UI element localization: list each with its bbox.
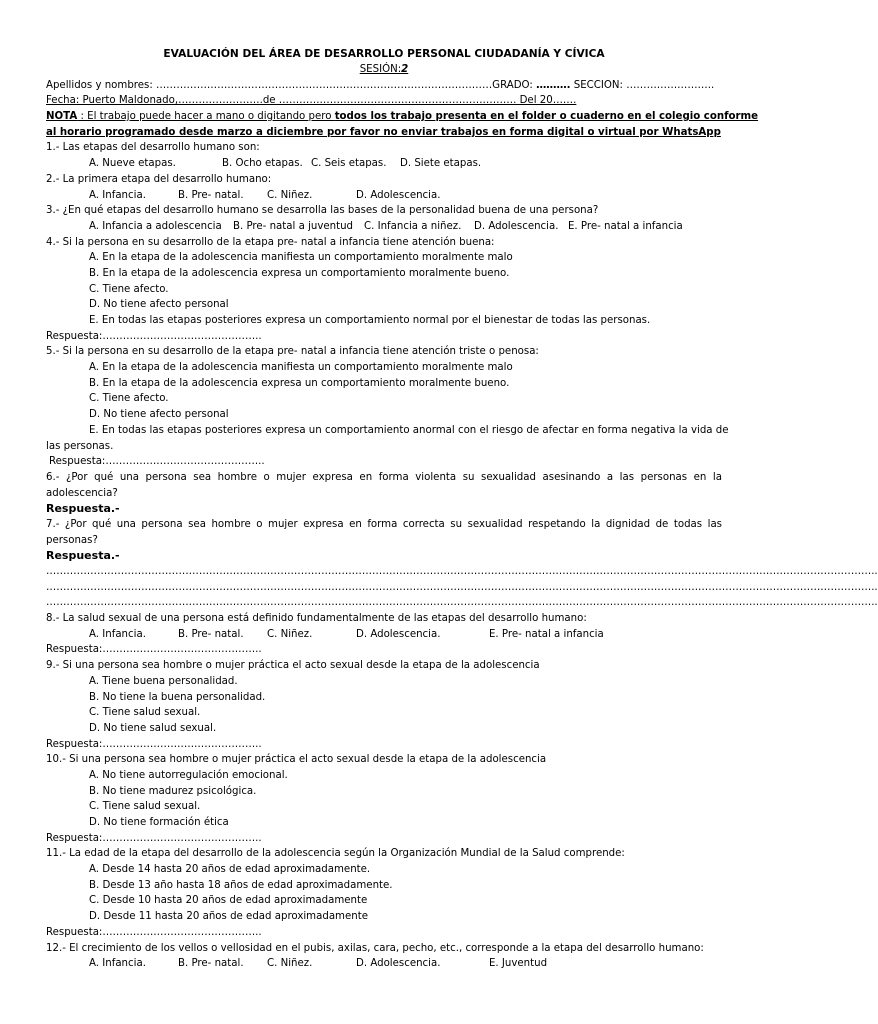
q9-answer-line[interactable]: Respuesta:……………………………………….. bbox=[46, 738, 262, 750]
question-1-options bbox=[46, 156, 722, 172]
question-3: 3.- ¿En qué etapas del desarrollo humano se desarrolla las bases de la personalidad buena de una persona? bbox=[46, 205, 599, 217]
q4-option-c: C. Tiene afecto. bbox=[89, 283, 169, 295]
q4-option-e: E. En todas las etapas posteriores expresa un comportamiento normal por el bienestar de todas las personas. bbox=[89, 315, 651, 326]
q2-option-c: C. Niñez. bbox=[267, 189, 313, 201]
q4-option-b: B. En la etapa de la adolescencia expresa un comportamiento moralmente bueno. bbox=[89, 267, 510, 279]
grado-field: ………. bbox=[536, 79, 571, 91]
q10-option-a: A. No tiene autorregulación emocional. bbox=[89, 769, 288, 781]
q7-answer-dotted-line-3[interactable]: ……………………………………………………………………………………………………………………………………………………………………………………………………………………….. bbox=[46, 597, 878, 609]
session-number: 2 bbox=[401, 64, 409, 75]
q1-option-a: A. Nueve etapas. bbox=[89, 158, 176, 170]
q3-option-a: A. Infancia a adolescencia bbox=[89, 220, 222, 232]
q5-option-a: A. En la etapa de la adolescencia manifiesta un comportamiento moralmente malo bbox=[89, 362, 513, 374]
nota-line-2: al horario programado desde marzo a diciembre por favor no enviar trabajos en forma digital o virtual por WhatsApp bbox=[46, 126, 721, 138]
names-field: Apellidos y nombres: ………………………………………………………………………………………GRADO: bbox=[46, 79, 533, 91]
session-line bbox=[46, 62, 722, 78]
q11-option-b: B. Desde 13 año hasta 18 años de edad aproximadamente. bbox=[89, 879, 393, 891]
q12-option-d: D. Adolescencia. bbox=[356, 958, 441, 970]
q9-option-a: A. Tiene buena personalidad. bbox=[89, 675, 238, 687]
q3-option-b: B. Pre- natal a juventud bbox=[233, 220, 354, 232]
question-7-line-2: personas? bbox=[46, 534, 98, 546]
question-2: 2.- La primera etapa del desarrollo humano: bbox=[46, 173, 272, 185]
question-11: 11.- La edad de la etapa del desarrollo de la adolescencia según la Organización Mundial de la Salud comprende: bbox=[46, 848, 625, 860]
q9-option-b: B. No tiene la buena personalidad. bbox=[89, 691, 266, 703]
question-8: 8.- La salud sexual de una persona está definido fundamentalmente de las etapas del desarrollo humano: bbox=[46, 613, 587, 625]
date-line: Fecha: Puerto Maldonado,…………………….de ……………………………………………………………. Del 20……. bbox=[46, 95, 577, 107]
nota-line-1 bbox=[46, 109, 759, 125]
q9-option-c: C. Tiene salud sexual. bbox=[89, 707, 201, 719]
q5-answer-line[interactable]: Respuesta:……………………………………….. bbox=[49, 456, 265, 468]
q12-option-e: E. Juventud bbox=[489, 958, 548, 970]
session-label: SESIÓN: bbox=[359, 64, 402, 75]
q11-option-c: C. Desde 10 hasta 20 años de edad aproximadamente bbox=[89, 895, 368, 907]
q10-option-b: B. No tiene madurez psicológica. bbox=[89, 785, 257, 797]
nota-bold-text-1: todos los trabajo presenta en el folder o cuaderno en el colegio conforme bbox=[334, 111, 759, 123]
question-6-line-1: 6.- ¿Por qué una persona sea hombre o mujer expresa en forma violenta su sexualidad asesinando a las personas en la bbox=[46, 471, 722, 483]
question-9: 9.- Si una persona sea hombre o mujer práctica el acto sexual desde la etapa de la adolescencia bbox=[46, 660, 540, 672]
q5-option-e-line-1: E. En todas las etapas posteriores expresa un comportamiento anormal con el riesgo de afectar en forma negativa la vida de bbox=[89, 424, 729, 436]
q2-option-d: D. Adolescencia. bbox=[356, 189, 441, 201]
q11-option-d: D. Desde 11 hasta 20 años de edad aproximadamente bbox=[89, 911, 368, 923]
q5-option-c: C. Tiene afecto. bbox=[89, 393, 169, 405]
q2-option-a: A. Infancia. bbox=[89, 189, 146, 201]
q10-option-c: C. Tiene salud sexual. bbox=[89, 801, 201, 813]
q1-option-d: D. Siete etapas. bbox=[400, 158, 482, 170]
nota-label: NOTA bbox=[46, 111, 78, 123]
question-7-line-1: 7.- ¿Por qué una persona sea hombre o mujer expresa en forma correcta su sexualidad respetando la dignidad de todas las bbox=[46, 518, 722, 530]
question-1: 1.- Las etapas del desarrollo humano son: bbox=[46, 142, 260, 154]
q10-option-d: D. No tiene formación ética bbox=[89, 817, 229, 828]
q12-option-a: A. Infancia. bbox=[89, 958, 146, 970]
q4-answer-line[interactable]: Respuesta:……………………………………….. bbox=[46, 330, 262, 342]
q8-option-c: C. Niñez. bbox=[267, 628, 313, 640]
q6-answer-label[interactable]: Respuesta.- bbox=[46, 502, 120, 516]
q4-option-a: A. En la etapa de la adolescencia manifiesta un comportamiento moralmente malo bbox=[89, 252, 513, 264]
q5-option-d: D. No tiene afecto personal bbox=[89, 409, 229, 421]
question-4: 4.- Si la persona en su desarrollo de la etapa pre- natal a infancia tiene atención buena: bbox=[46, 236, 495, 248]
q8-option-d: D. Adolescencia. bbox=[356, 628, 441, 640]
q7-answer-dotted-line-2[interactable]: ……………………………………………………………………………………………………………………………………………………………………………………………………………………….. bbox=[46, 581, 878, 593]
q12-option-b: B. Pre- natal. bbox=[178, 958, 244, 970]
q7-answer-label[interactable]: Respuesta.- bbox=[46, 549, 120, 563]
question-5: 5.- Si la persona en su desarrollo de la etapa pre- natal a infancia tiene atención triste o penosa: bbox=[46, 346, 539, 358]
question-12-options bbox=[46, 956, 722, 972]
q10-answer-line[interactable]: Respuesta:……………………………………….. bbox=[46, 832, 262, 844]
question-10: 10.- Si una persona sea hombre o mujer práctica el acto sexual desde la etapa de la adolescencia bbox=[46, 754, 547, 766]
q5-option-e-line-2: las personas. bbox=[46, 440, 114, 452]
nota-text: : El trabajo puede hacer a mano o digitando pero bbox=[77, 111, 335, 123]
q8-option-a: A. Infancia. bbox=[89, 628, 146, 640]
q9-option-d: D. No tiene salud sexual. bbox=[89, 722, 217, 734]
q11-option-a: A. Desde 14 hasta 20 años de edad aproximadamente. bbox=[89, 864, 371, 876]
q8-option-b: B. Pre- natal. bbox=[178, 628, 244, 640]
question-8-options bbox=[46, 627, 722, 643]
q2-option-b: B. Pre- natal. bbox=[178, 189, 244, 201]
q8-option-e: E. Pre- natal a infancia bbox=[489, 628, 604, 640]
q3-option-d: D. Adolescencia. bbox=[474, 220, 559, 232]
q3-option-e: E. Pre- natal a infancia bbox=[568, 220, 683, 232]
q7-answer-dotted-line-1[interactable]: ……………………………………………………………………………………………………………………………………………………………………………………………………………………….. bbox=[46, 566, 878, 577]
q11-answer-line[interactable]: Respuesta:……………………………………….. bbox=[46, 926, 262, 938]
seccion-field: SECCION: …………………….. bbox=[573, 79, 715, 91]
document-title: EVALUACIÓN DEL ÁREA DE DESARROLLO PERSONAL CIUDADANÍA Y CÍVICA bbox=[163, 48, 605, 60]
q1-option-c: C. Seis etapas. bbox=[311, 158, 387, 170]
student-names-line bbox=[46, 78, 722, 94]
q5-option-b: B. En la etapa de la adolescencia expresa un comportamiento moralmente bueno. bbox=[89, 377, 510, 389]
question-12: 12.- El crecimiento de los vellos o vellosidad en el pubis, axilas, cara, pecho, etc., corresponde a la etapa del desarrollo humano: bbox=[46, 942, 704, 954]
q1-option-b: B. Ocho etapas. bbox=[222, 158, 303, 170]
question-2-options bbox=[46, 188, 722, 204]
question-6-line-2: adolescencia? bbox=[46, 487, 118, 499]
q8-answer-line[interactable]: Respuesta:……………………………………….. bbox=[46, 644, 262, 656]
q4-option-d: D. No tiene afecto personal bbox=[89, 299, 229, 311]
question-3-options bbox=[46, 219, 722, 235]
q12-option-c: C. Niñez. bbox=[267, 958, 313, 970]
q3-option-c: C. Infancia a niñez. bbox=[364, 220, 462, 232]
